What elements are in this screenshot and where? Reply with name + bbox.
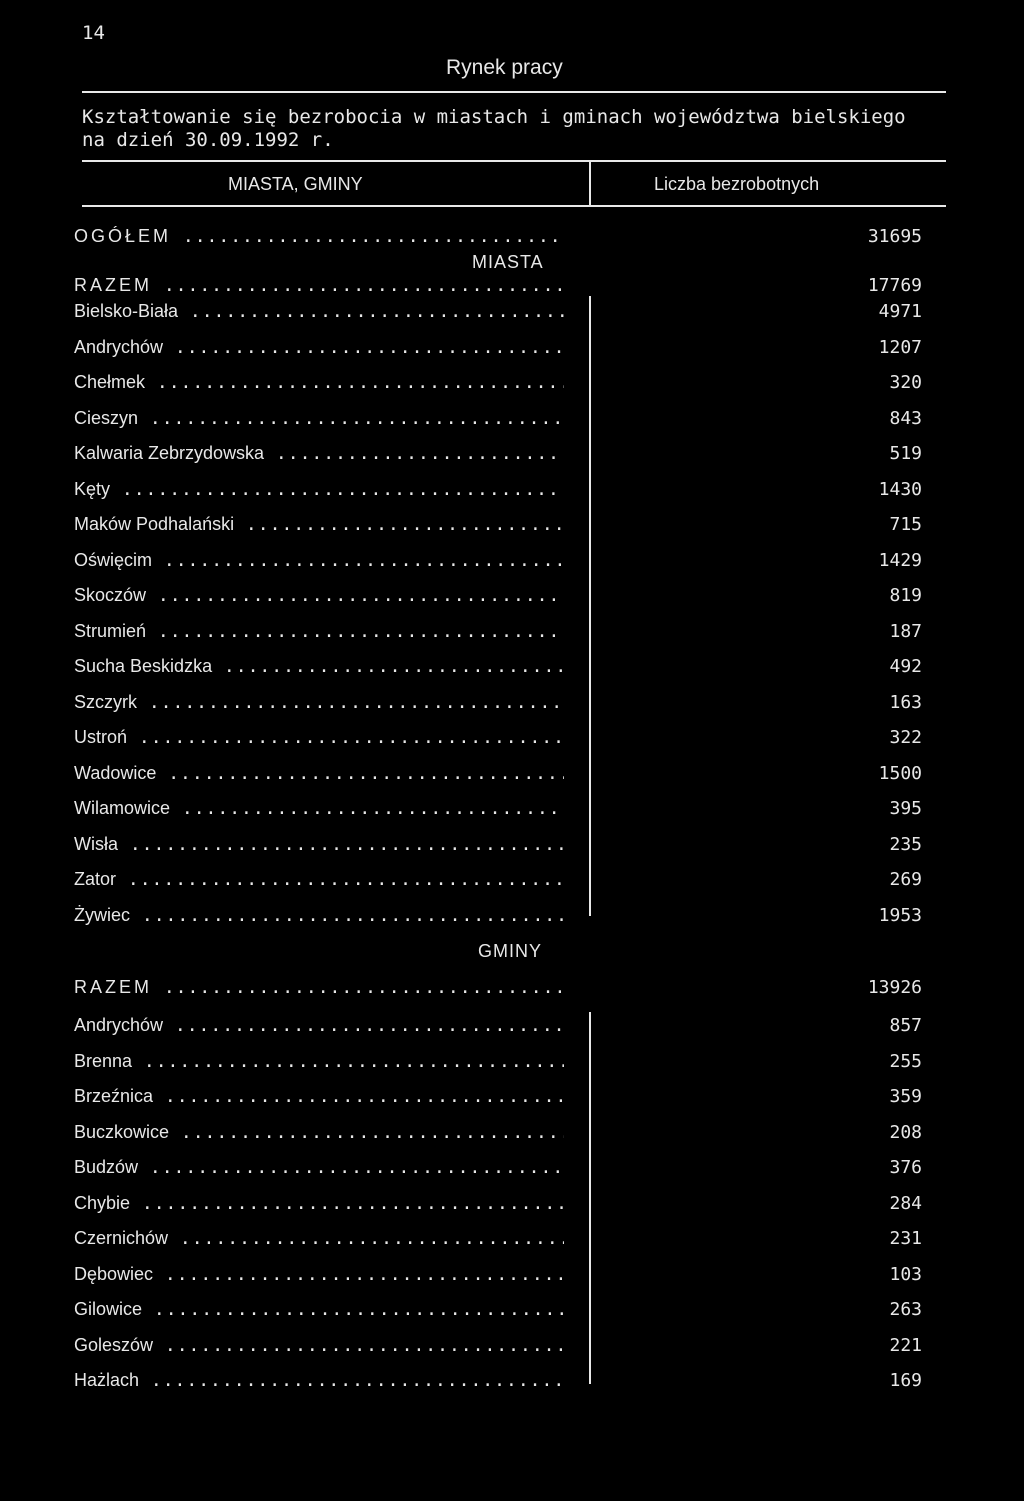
locality-name: Wisła ..... <box>74 834 564 855</box>
divider-header-top <box>82 160 946 162</box>
locality-name: Wadowice ..... <box>74 763 564 784</box>
unemployed-count: 235 <box>889 833 922 855</box>
locality-name: RAZEM ..... <box>74 275 564 296</box>
locality-name: Ustroń ..... <box>74 727 564 748</box>
locality-name: Wilamowice ..... <box>74 798 564 819</box>
locality-name: Chybie ..... <box>74 1193 564 1214</box>
locality-name: Skoczów ..... <box>74 585 564 606</box>
unemployed-count: 715 <box>889 514 922 535</box>
unemployed-count: 163 <box>889 691 922 713</box>
table-row <box>74 834 922 860</box>
section-label-miasta: MIASTA <box>472 252 544 272</box>
locality-name: Budzów ..... <box>74 1157 564 1178</box>
table-row <box>74 1122 922 1148</box>
table-row <box>74 443 922 469</box>
table-row <box>74 763 922 789</box>
locality-name: Dębowiec ..... <box>74 1264 564 1285</box>
table-row <box>74 656 922 682</box>
table-row <box>74 1086 922 1112</box>
unemployed-count: 208 <box>889 1121 922 1143</box>
gminy-column-line <box>589 1012 591 1384</box>
total-row-ogolem <box>74 226 922 252</box>
locality-name: Andrychów ..... <box>74 337 564 358</box>
unemployed-count: 31695 <box>867 226 922 247</box>
table-row <box>74 1193 922 1219</box>
locality-name: Bielsko-Biała ..... <box>74 301 564 322</box>
section-label-gminy: GMINY <box>478 941 543 961</box>
locality-name: Buczkowice ..... <box>74 1122 564 1143</box>
unemployed-count: 231 <box>889 1228 922 1249</box>
locality-name: Hażlach ..... <box>74 1370 564 1391</box>
locality-name: Kalwaria Zebrzydowska ..... <box>74 443 564 464</box>
unemployed-count: 263 <box>889 1299 922 1320</box>
table-row <box>74 1299 922 1325</box>
unemployed-count: 269 <box>889 869 922 890</box>
locality-name: Czernichów ..... <box>74 1228 564 1249</box>
unemployed-count: 376 <box>889 1157 922 1178</box>
table-row <box>74 1264 922 1290</box>
locality-name: RAZEM ..... <box>74 977 564 998</box>
table-row <box>74 1015 922 1041</box>
unemployed-count: 1429 <box>878 549 922 571</box>
unemployed-count: 255 <box>889 1050 922 1072</box>
table-row <box>74 337 922 363</box>
miasta-column-line <box>589 296 591 916</box>
locality-name: Sucha Beskidzka ..... <box>74 656 564 677</box>
locality-name: Goleszów ..... <box>74 1335 564 1356</box>
unemployed-count: 322 <box>889 727 922 748</box>
total-row-gminy <box>74 977 922 1003</box>
unemployed-count: 519 <box>889 443 922 464</box>
col-header-unemployed: Liczba bezrobotnych <box>654 174 820 194</box>
unemployed-count: 169 <box>889 1370 922 1391</box>
unemployed-count: 320 <box>889 372 922 393</box>
unemployed-count: 395 <box>889 798 922 819</box>
section-title: Rynek pracy <box>446 56 563 79</box>
table-row <box>74 1157 922 1183</box>
locality-name: Gilowice ..... <box>74 1299 564 1320</box>
unemployed-count: 103 <box>889 1263 922 1285</box>
unemployed-count: 492 <box>889 656 922 677</box>
col-header-locality: MIASTA, GMINY <box>228 174 363 194</box>
table-row <box>74 621 922 647</box>
locality-name: OGÓŁEM ..... <box>74 226 564 247</box>
unemployed-count: 857 <box>889 1015 922 1036</box>
table-row <box>74 727 922 753</box>
table-row <box>74 301 922 327</box>
divider-header-bottom <box>82 205 946 207</box>
locality-name: Maków Podhalański ..... <box>74 514 564 535</box>
table-row <box>74 1335 922 1361</box>
locality-name: Cieszyn ..... <box>74 408 564 429</box>
table-row <box>74 1051 922 1077</box>
unemployed-count: 17769 <box>867 275 922 296</box>
table-caption: Kształtowanie się bezrobocia w miastach i gminach województwa bielskiego na dzień 30.09.1992 r. <box>82 106 906 151</box>
unemployed-count: 221 <box>889 1334 922 1356</box>
locality-name: Oświęcim ..... <box>74 550 564 571</box>
locality-name: Brzeźnica ..... <box>74 1086 564 1107</box>
table-row <box>74 514 922 540</box>
unemployed-count: 359 <box>889 1086 922 1107</box>
locality-name: Żywiec ..... <box>74 905 564 926</box>
table-row <box>74 869 922 895</box>
total-row-miasta <box>74 275 922 301</box>
unemployed-count: 819 <box>889 585 922 606</box>
page-number: 14 <box>82 22 105 44</box>
locality-name: Andrychów ..... <box>74 1015 564 1036</box>
locality-name: Szczyrk ..... <box>74 692 564 713</box>
locality-name: Kęty ..... <box>74 479 564 500</box>
divider-top <box>82 91 946 93</box>
table-row <box>74 692 922 718</box>
table-row <box>74 905 922 931</box>
table-row <box>74 1228 922 1254</box>
table-row <box>74 550 922 576</box>
table-row <box>74 372 922 398</box>
locality-name: Chełmek ..... <box>74 372 564 393</box>
locality-name: Strumień ..... <box>74 621 564 642</box>
table-row <box>74 798 922 824</box>
unemployed-count: 13926 <box>867 977 922 998</box>
unemployed-count: 187 <box>889 620 922 642</box>
unemployed-count: 1207 <box>878 336 922 358</box>
unemployed-count: 4971 <box>878 301 922 322</box>
col-header-separator <box>589 162 591 206</box>
table-row <box>74 408 922 434</box>
locality-name: Zator ..... <box>74 869 564 890</box>
unemployed-count: 284 <box>889 1192 922 1214</box>
table-row <box>74 479 922 505</box>
table-row <box>74 1370 922 1396</box>
unemployed-count: 1430 <box>878 478 922 500</box>
table-row <box>74 585 922 611</box>
unemployed-count: 843 <box>889 407 922 429</box>
unemployed-count: 1953 <box>878 904 922 926</box>
locality-name: Brenna ..... <box>74 1051 564 1072</box>
unemployed-count: 1500 <box>878 762 922 784</box>
